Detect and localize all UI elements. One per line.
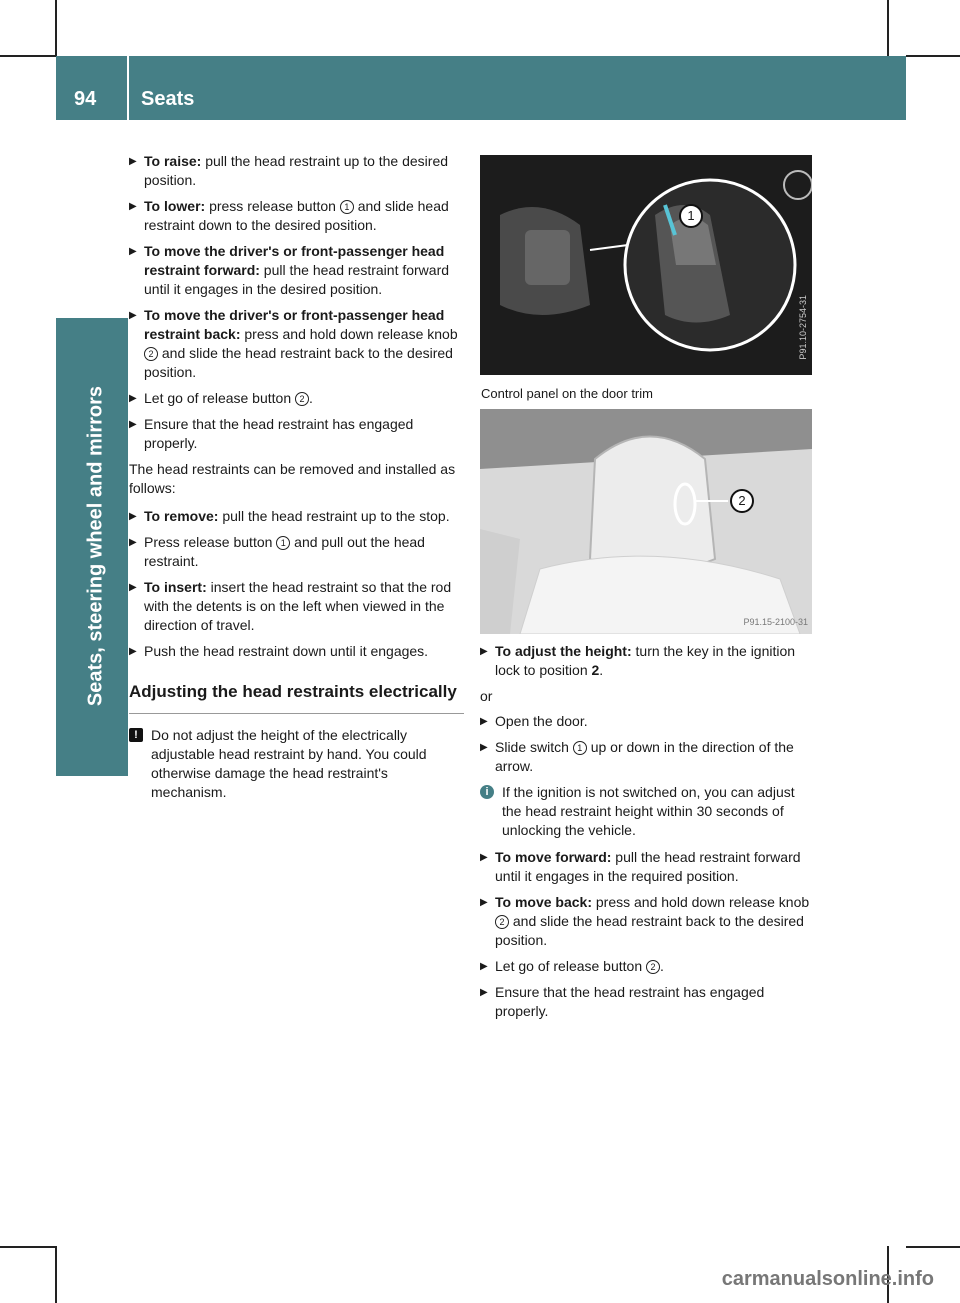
callout-number: 1 (276, 536, 290, 550)
step-arrow-icon: ▶ (129, 646, 137, 657)
divider (129, 713, 464, 714)
step: ▶ Press release button 1 and pull out the head restraint. (129, 534, 425, 569)
header-divider (127, 56, 129, 120)
step-arrow-icon: ▶ (129, 393, 137, 404)
step: ▶ To remove: pull the head restraint up to the stop. (129, 508, 450, 524)
step: ▶ To raise: pull the head restraint up to the desired position. (129, 153, 449, 188)
step-arrow-icon: ▶ (129, 511, 137, 522)
step-arrow-icon: ▶ (480, 742, 488, 753)
step-arrow-icon: ▶ (480, 987, 488, 998)
step: ▶ Open the door. (480, 713, 588, 729)
step-arrow-icon: ▶ (129, 156, 137, 167)
step: ▶ Ensure that the head restraint has engaged properly. (129, 416, 414, 451)
step-arrow-icon: ▶ (480, 646, 488, 657)
step: ▶ To lower: press release button 1 and slide head restraint down to the desired position. (129, 198, 449, 233)
callout-number: 1 (573, 741, 587, 755)
intro-paragraph: The head restraints can be removed and installed as follows: (129, 461, 456, 496)
step: ▶ To move the driver's or front-passenger head restraint forward: pull the head restraint forward until it engages in the desired position. (129, 243, 450, 297)
callout-number: 1 (679, 204, 703, 228)
section-heading: Adjusting the head restraints electrically (129, 682, 457, 701)
callout-number: 1 (340, 200, 354, 214)
figure-door-panel (480, 155, 812, 375)
crop-mark (906, 1246, 960, 1248)
step: ▶ Let go of release button 2 . (480, 958, 664, 974)
step-arrow-icon: ▶ (129, 246, 137, 257)
step: ▶ To move the driver's or front-passenger head restraint back: press and hold down release knob 2 and slide the head restraint back to the desired position. (129, 307, 458, 380)
callout-number: 2 (144, 347, 158, 361)
warning-note: ! Do not adjust the height of the electrically adjustable head restraint by hand. You could otherwise damage the head restraint's mechanism. (129, 726, 464, 802)
step-arrow-icon: ▶ (480, 716, 488, 727)
step: ▶ Ensure that the head restraint has engaged properly. (480, 984, 765, 1019)
right-column (480, 642, 812, 1028)
step: ▶ To move back: press and hold down release knob 2 and slide the head restraint back to the desired position. (480, 894, 810, 948)
figure-head-restraint (480, 409, 812, 634)
step-arrow-icon: ▶ (129, 201, 137, 212)
step: ▶ To move forward: pull the head restraint forward until it engages in the required position. (480, 849, 801, 884)
step-arrow-icon: ▶ (129, 537, 137, 548)
or-text: or (480, 688, 493, 704)
crop-mark (0, 55, 56, 57)
callout-number: 2 (295, 392, 309, 406)
callout-number: 2 (646, 960, 660, 974)
step-arrow-icon: ▶ (129, 582, 137, 593)
step-arrow-icon: ▶ (480, 852, 488, 863)
info-note: i If the ignition is not switched on, you can adjust the head restraint height within 30 seconds of unlocking the vehicle. (480, 783, 812, 840)
head-restraint-illustration (480, 409, 812, 634)
callout-number: 2 (495, 915, 509, 929)
step: ▶ Push the head restraint down until it engages. (129, 643, 429, 659)
left-column (129, 152, 464, 810)
step-arrow-icon: ▶ (129, 310, 137, 321)
door-panel-illustration (480, 155, 812, 375)
figure-code: P91.10-2754-31 (798, 295, 808, 360)
crop-mark (906, 55, 960, 57)
figure-caption: Control panel on the door trim (481, 386, 653, 401)
crop-mark (55, 1246, 57, 1303)
footer-watermark: carmanualsonline.info (721, 1268, 934, 1290)
crop-mark (887, 0, 889, 56)
step-arrow-icon: ▶ (129, 419, 137, 430)
page-number: 94 (74, 88, 97, 110)
info-icon: i (480, 785, 494, 799)
crop-mark (55, 0, 57, 56)
step-arrow-icon: ▶ (480, 897, 488, 908)
side-tab-label: Seats, steering wheel and mirrors (84, 385, 107, 707)
crop-mark (0, 1246, 56, 1248)
step: ▶ Let go of release button 2 . (129, 390, 313, 406)
callout-number: 2 (730, 489, 754, 513)
warning-icon: ! (129, 728, 143, 742)
step-arrow-icon: ▶ (480, 961, 488, 972)
step: ▶ To adjust the height: turn the key in the ignition lock to position 2. (480, 643, 796, 678)
step: ▶ To insert: insert the head restraint so that the rod with the detents is on the left when viewed in the direction of travel. (129, 579, 452, 633)
step: ▶ Slide switch 1 up or down in the direction of the arrow. (480, 739, 794, 774)
figure-code: P91.15-2100-31 (743, 617, 808, 627)
page-title: Seats (141, 88, 195, 110)
